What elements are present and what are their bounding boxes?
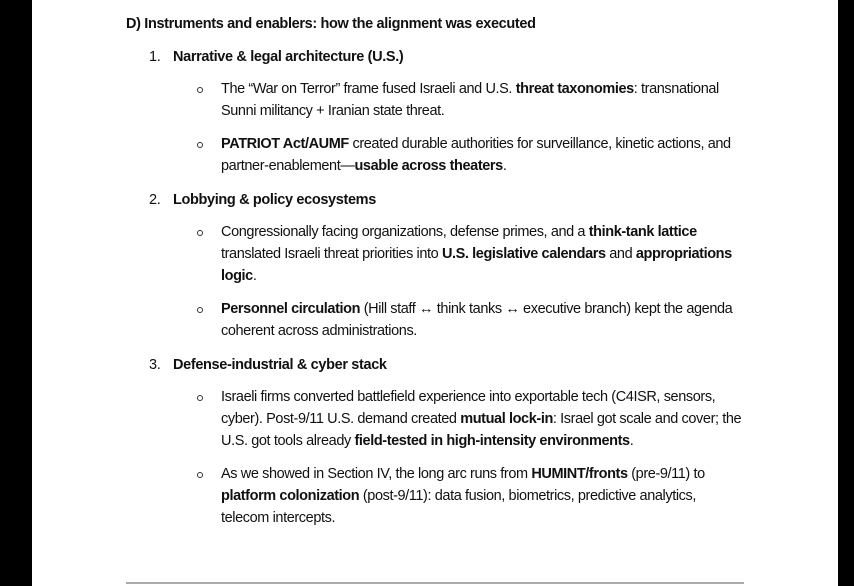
bold-text: Personnel circulation (221, 301, 361, 317)
text: : transnational Sunni militancy + Iranian state threat. (221, 81, 719, 119)
list-number: 3. (149, 357, 161, 373)
hollow-bullet-icon (197, 395, 203, 401)
bold-text: PATRIOT Act/AUMF (221, 136, 349, 152)
text: created durable authorities for surveillance, kinetic actions, and partner-enablement— (221, 136, 731, 174)
bold-text: HUMINT/fronts (531, 466, 628, 482)
list-item-title (126, 45, 746, 69)
text: . (502, 158, 507, 174)
list-number: 1. (149, 49, 161, 65)
document-page (32, 0, 838, 586)
hollow-bullet-icon (197, 307, 203, 313)
text: translated Israeli threat priorities into (221, 246, 442, 262)
bold-text: usable across theaters (354, 158, 503, 174)
list-title-text: Lobbying & policy ecosystems (173, 192, 376, 208)
text: (pre-9/11) to (627, 466, 705, 482)
list-item-title (126, 353, 746, 377)
horizontal-rule (126, 582, 744, 584)
sub-bullet (126, 133, 744, 177)
bold-text: U.S. legislative calendars (441, 246, 606, 262)
text: Congressionally facing organizations, defense primes, and a (221, 224, 589, 240)
hollow-bullet-icon (197, 142, 203, 148)
list-number: 2. (149, 192, 161, 208)
bold-text: threat taxonomies (515, 81, 634, 97)
hollow-bullet-icon (197, 230, 203, 236)
bold-text: think-tank lattice (588, 224, 697, 240)
text: (post-9/11): data fusion, biometrics, predictive analytics, telecom intercepts. (221, 488, 696, 526)
text: As we showed in Section IV, the long arc runs from (221, 466, 532, 482)
sub-bullet (126, 221, 744, 287)
numbered-list (126, 45, 746, 529)
bold-text: mutual lock-in (460, 411, 553, 427)
text: Israeli firms converted battlefield experience into exportable tech (C4ISR, sensors, cyber). Post-9/11 U.S. demand created (221, 389, 716, 427)
list-title-text: Defense-industrial & cyber stack (173, 357, 387, 373)
text: and (605, 246, 636, 262)
list-title-text: Narrative & legal architecture (U.S.) (173, 49, 404, 65)
text: . (252, 268, 257, 284)
sub-bullet (126, 463, 744, 529)
sub-bullet (126, 78, 744, 122)
text: . (629, 433, 634, 449)
sub-bullet (126, 386, 744, 452)
bold-text: platform colonization (221, 488, 360, 504)
list-item (126, 188, 746, 342)
bold-text: appropriations logic (221, 246, 732, 284)
hollow-bullet-icon (197, 472, 203, 478)
section-heading: D) Instruments and enablers: how the alignment was executed (126, 16, 536, 32)
sub-bullet (126, 298, 744, 342)
hollow-bullet-icon (197, 87, 203, 93)
text: (Hill staff ↔ think tanks ↔ executive branch) kept the agenda coherent across administrations. (221, 301, 733, 339)
text: The “War on Terror” frame fused Israeli and U.S. (221, 81, 516, 97)
list-item (126, 45, 746, 177)
bold-text: field-tested in high-intensity environments (354, 433, 630, 449)
list-item-title (126, 188, 746, 212)
document-content (126, 12, 746, 540)
list-item (126, 353, 746, 529)
text: : Israel got scale and cover; the U.S. got tools already (221, 411, 742, 449)
